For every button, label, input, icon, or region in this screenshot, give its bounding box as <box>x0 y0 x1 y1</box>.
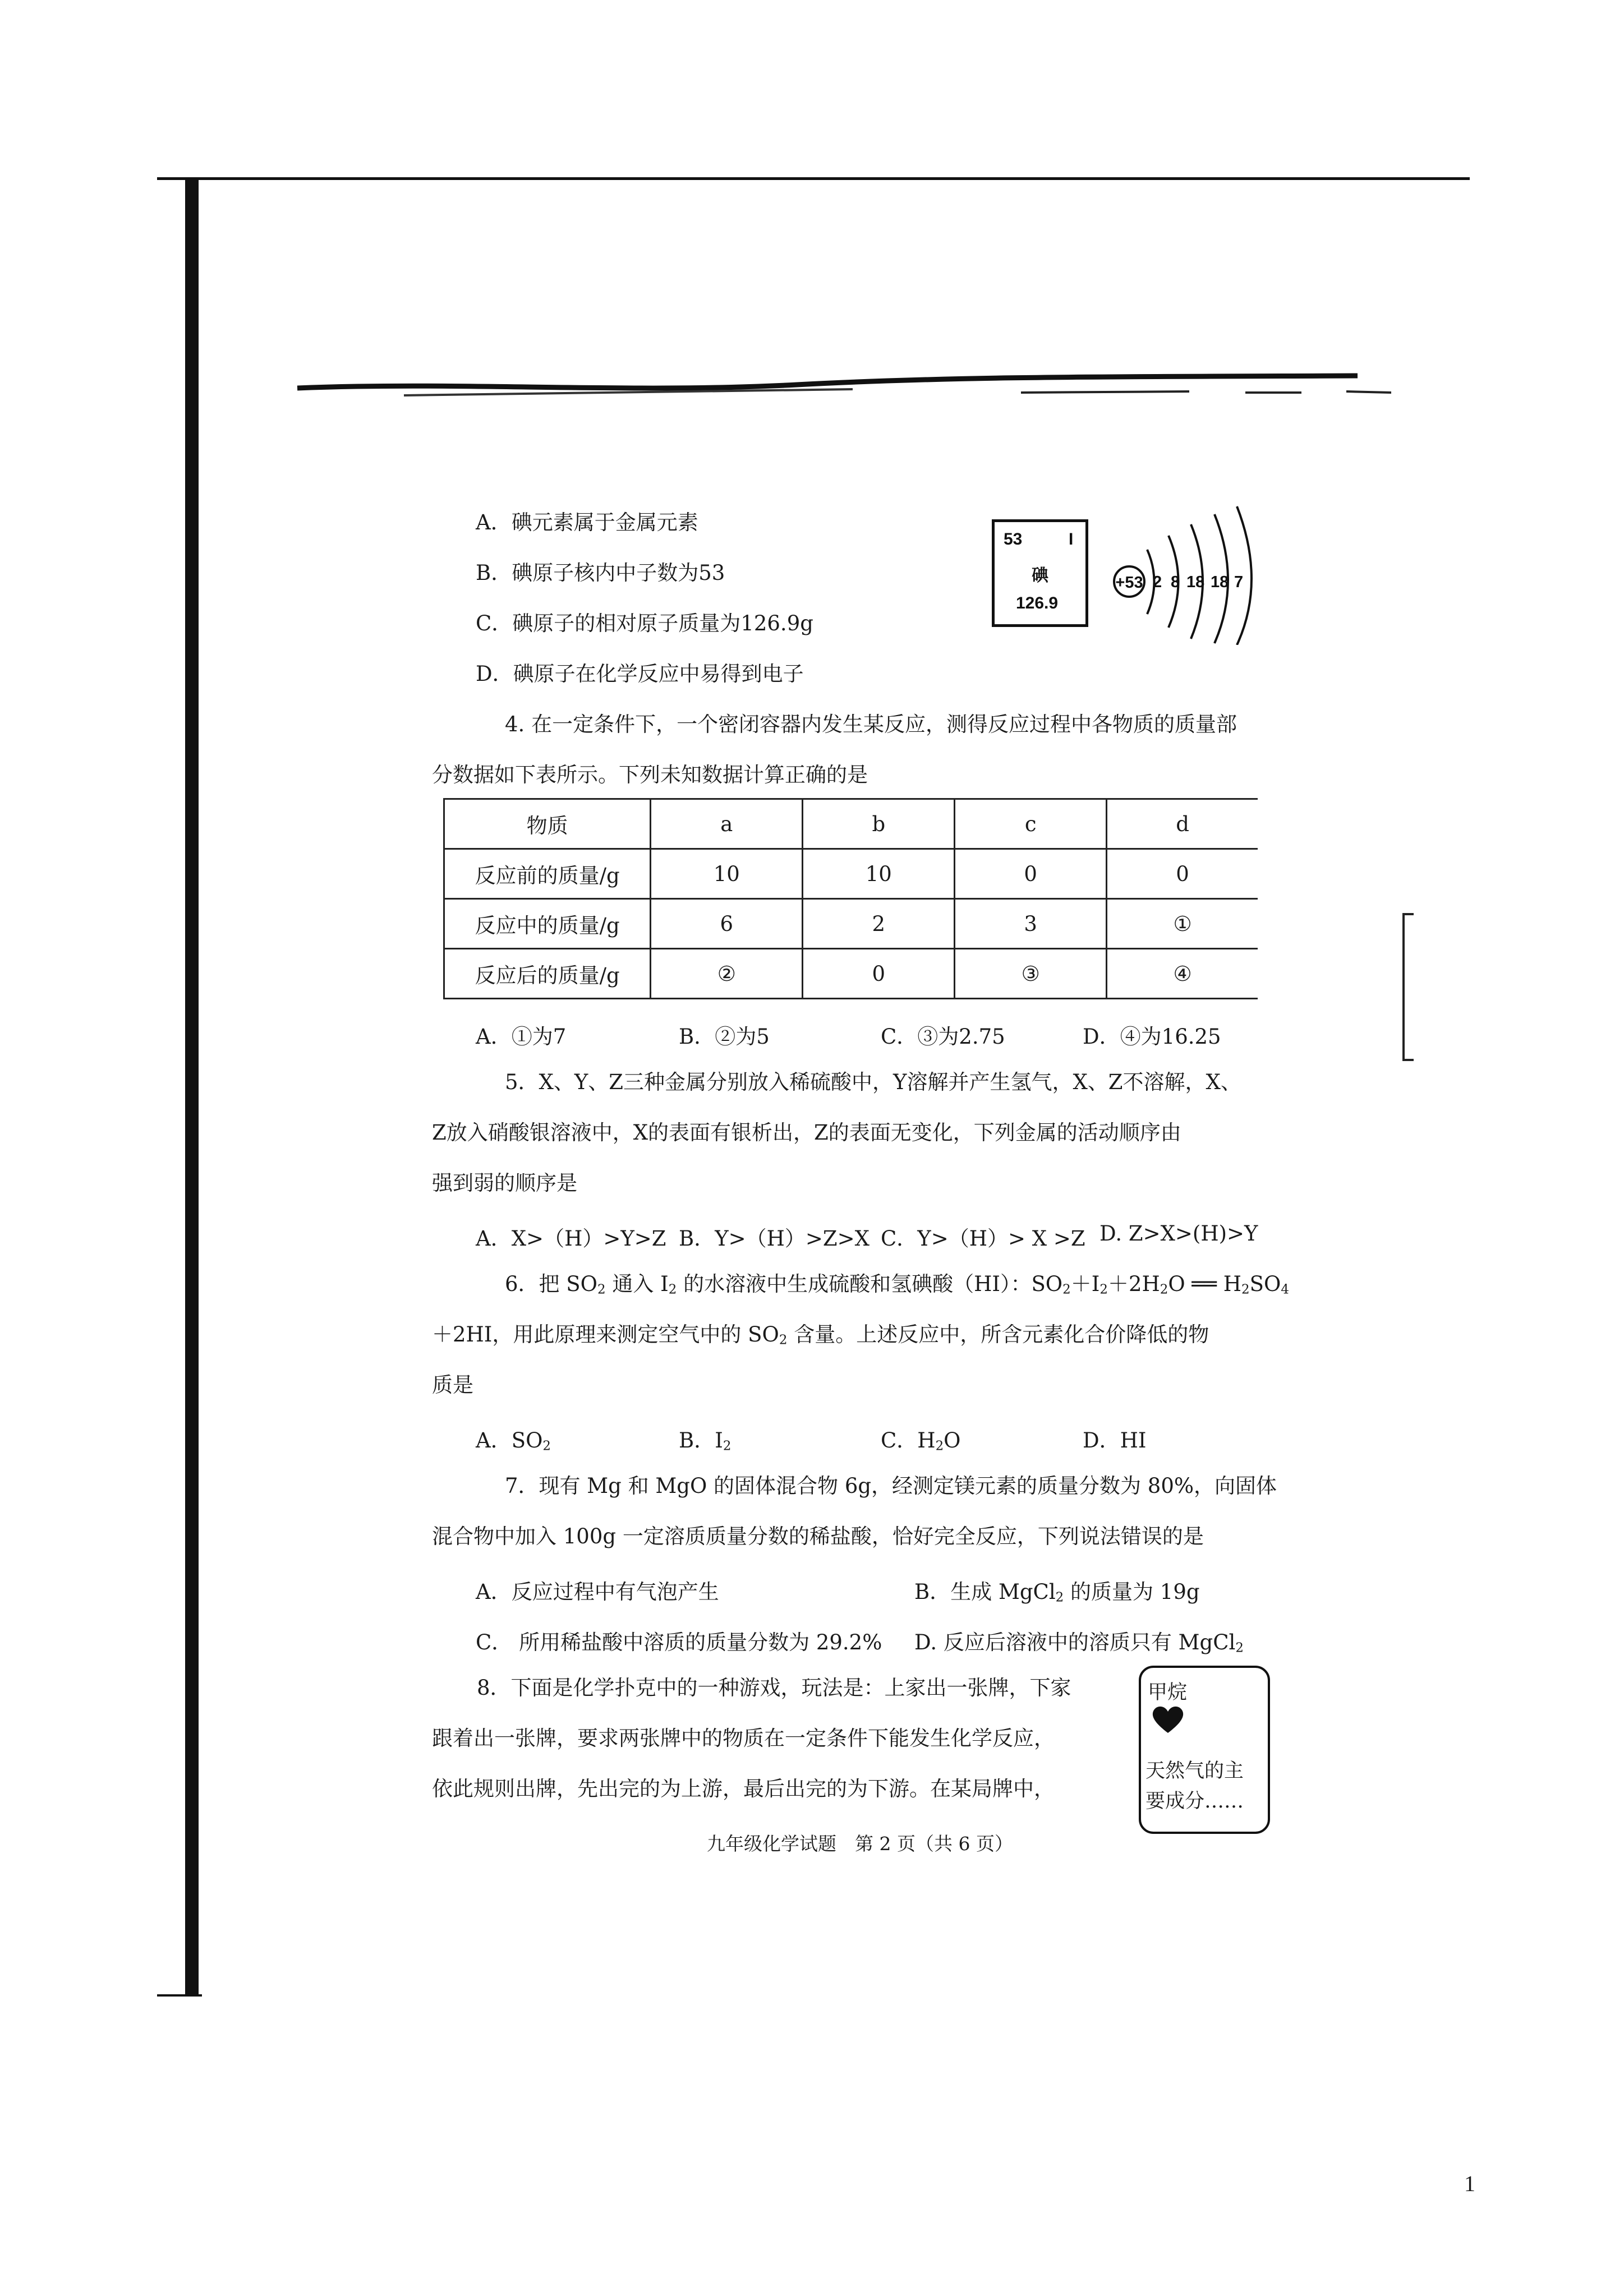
table-cell: 2 <box>803 899 955 949</box>
mass-data-table <box>443 798 1258 999</box>
q7-option-b: B．生成 MgCl$_2$ 的质量为 19g <box>914 1580 1200 1605</box>
q5-option-b: B．Y>（H）>Z>X <box>679 1227 869 1251</box>
table-header-cell: a <box>651 799 803 849</box>
table-cell: 反应前的质量/g <box>444 849 651 899</box>
scan-streak <box>292 365 1419 404</box>
atom-structure-diagram <box>1108 502 1265 645</box>
q3-option-d: D．碘原子在化学反应中易得到电子 <box>476 662 804 686</box>
poker-card <box>1139 1666 1270 1834</box>
table-header-cell: d <box>1107 799 1258 849</box>
table-row <box>444 849 1258 899</box>
poker-card-desc-line2: 要成分…… <box>1145 1790 1244 1813</box>
q7-option-c: C． 所用稀盐酸中溶质的质量分数为 29.2% <box>476 1630 882 1654</box>
q7-line2: 混合物中加入 100g 一定溶质质量分数的稀盐酸，恰好完全反应，下列说法错误的是 <box>432 1524 1204 1548</box>
table-cell: 10 <box>651 849 803 899</box>
q6-option-d: D．HI <box>1083 1428 1147 1453</box>
q3-option-b: B．碘原子核内中子数为53 <box>476 561 725 585</box>
q8-line2: 跟着出一张牌，要求两张牌中的物质在一定条件下能发生化学反应， <box>432 1726 1055 1750</box>
q7-option-d: D. 反应后溶液中的溶质只有 MgCl$_2$ <box>914 1630 1244 1656</box>
table-cell: 0 <box>803 949 955 999</box>
q8-line1: 8．下面是化学扑克中的一种游戏，玩法是：上家出一张牌，下家 <box>477 1676 1071 1700</box>
q4-stem-line1: 4. 在一定条件下，一个密闭容器内发生某反应，测得反应过程中各物质的质量部 <box>505 712 1237 736</box>
element-card <box>992 519 1088 627</box>
q6-option-c: C．$H_2O$ <box>881 1428 961 1454</box>
q6-line1: 6．把 $SO_2$ 通入 $I_2$ 的水溶液中生成硫酸和氢碘酸（HI）：$SO_2+I_2+2H_2O$ ══ $H_2SO_4$ <box>505 1272 1289 1297</box>
atom-shell-3: 18 <box>1186 573 1205 591</box>
atom-shell-2: 8 <box>1171 573 1180 591</box>
q6-option-b: B．$I_2$ <box>679 1428 732 1454</box>
q8-line3: 依此规则出牌，先出完的为上游，最后出完的为下游。在某局牌中， <box>432 1777 1055 1801</box>
atom-shell-5: 7 <box>1234 573 1244 591</box>
table-cell: 0 <box>1107 849 1258 899</box>
table-header-cell: 物质 <box>444 799 651 849</box>
q6-line2: ＋2HI，用此原理来测定空气中的 $SO_2$ 含量。上述反应中，所含元素化合价降低的物 <box>432 1322 1209 1348</box>
table-cell: 10 <box>803 849 955 899</box>
q5-line3: 强到弱的顺序是 <box>432 1171 577 1195</box>
element-name: 碘 <box>1032 566 1048 585</box>
atom-nucleus-label: +53 <box>1115 574 1143 592</box>
table-cell: ④ <box>1107 949 1258 999</box>
table-cell: 0 <box>955 849 1107 899</box>
page-footer: 九年级化学试题 第 2 页（共 6 页） <box>707 1833 1013 1855</box>
table-cell: 反应后的质量/g <box>444 949 651 999</box>
q5-option-a: A．X>（H）>Y>Z <box>476 1227 666 1251</box>
element-atomic-number: 53 <box>1004 530 1023 548</box>
scan-left-bar <box>185 177 199 1994</box>
element-atomic-mass: 126.9 <box>1016 594 1059 612</box>
table-header-cell: b <box>803 799 955 849</box>
scan-left-cap <box>157 1994 202 1997</box>
q4-option-a: A．①为7 <box>476 1025 567 1049</box>
q3-option-c: C．碘原子的相对原子质量为126.9g <box>476 611 813 635</box>
table-cell: 反应中的质量/g <box>444 899 651 949</box>
q5-line2: Z放入硝酸银溶液中，X的表面有银析出，Z的表面无变化，下列金属的活动顺序由 <box>432 1121 1181 1145</box>
scan-top-rule <box>157 177 1470 180</box>
table-cell: ③ <box>955 949 1107 999</box>
table-cell: 6 <box>651 899 803 949</box>
table-row <box>444 899 1258 949</box>
q5-option-d: D. Z>X>(H)>Y <box>1099 1221 1258 1246</box>
q3-option-a: A．碘元素属于金属元素 <box>476 510 698 534</box>
table-row <box>444 799 1258 849</box>
q7-line1: 7．现有 Mg 和 MgO 的固体混合物 6g，经测定镁元素的质量分数为 80%，向固体 <box>505 1474 1277 1498</box>
table-cell: ① <box>1107 899 1258 949</box>
table-cell: ② <box>651 949 803 999</box>
q4-option-c: C．③为2.75 <box>881 1025 1005 1049</box>
table-cell: 3 <box>955 899 1107 949</box>
q6-line3: 质是 <box>432 1373 473 1397</box>
poker-card-title: 甲烷 <box>1148 1681 1188 1704</box>
table-row <box>444 949 1258 999</box>
table-header-cell: c <box>955 799 1107 849</box>
q6-option-a: A．$SO_2$ <box>476 1428 551 1454</box>
atom-shell-4: 18 <box>1211 573 1229 591</box>
page-number: 1 <box>1464 2171 1475 2196</box>
q5-option-c: C．Y>（H）> X >Z <box>881 1227 1085 1251</box>
scan-margin-marks <box>1397 909 1419 1071</box>
q7-option-a: A．反应过程中有气泡产生 <box>476 1580 719 1604</box>
q4-stem-line2: 分数据如下表所示。下列未知数据计算正确的是 <box>432 763 868 787</box>
element-symbol: I <box>1069 530 1074 548</box>
poker-card-desc-line1: 天然气的主 <box>1145 1760 1244 1782</box>
heart-icon <box>1151 1705 1185 1734</box>
atom-shell-1: 2 <box>1153 573 1162 591</box>
q4-option-b: B．②为5 <box>679 1025 770 1049</box>
q5-line1: 5．X、Y、Z三种金属分别放入稀硫酸中，Y溶解并产生氢气，X、Z不溶解，X、 <box>505 1070 1241 1094</box>
q4-option-d: D．④为16.25 <box>1083 1025 1221 1049</box>
